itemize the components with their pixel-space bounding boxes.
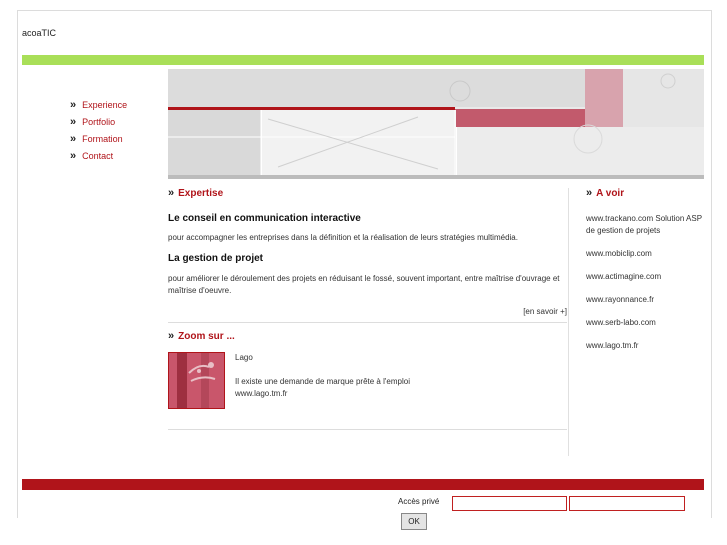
expertise-text-gestion: pour améliorer le déroulement des projets en réduisant le fossé, souvent important, entre maîtrise d'ouvrage et maîtrise d'oeuvre. bbox=[168, 274, 560, 295]
a-voir-title: » A voir bbox=[586, 187, 625, 199]
expertise-heading-conseil: Le conseil en communication interactive bbox=[168, 213, 361, 224]
raquo-icon: » bbox=[70, 115, 77, 128]
raquo-icon: » bbox=[70, 132, 77, 145]
a-voir-link-trackano[interactable]: www.trackano.com Solution ASP de gestion de projets bbox=[586, 214, 702, 235]
login-username-field[interactable] bbox=[452, 496, 567, 511]
en-savoir-plus-link[interactable]: [en savoir +] bbox=[523, 307, 567, 316]
section-divider bbox=[168, 429, 567, 430]
a-voir-sidebar bbox=[586, 187, 708, 352]
section-divider bbox=[168, 322, 567, 323]
nav-link-experience[interactable]: Experience bbox=[82, 99, 128, 110]
column-divider bbox=[568, 188, 569, 456]
acces-prive-label: Accès privé bbox=[398, 497, 440, 506]
header-banner-image bbox=[168, 69, 704, 179]
nav-item-experience[interactable] bbox=[70, 96, 127, 113]
expertise-text-conseil: pour accompagner les entreprises dans la définition et la réalisation de leurs stratégies multimédia. bbox=[168, 233, 518, 242]
a-voir-link-rayonnance[interactable]: www.rayonnance.fr bbox=[586, 295, 655, 304]
tree-icon bbox=[169, 353, 224, 408]
raquo-icon: » bbox=[168, 187, 175, 199]
raquo-icon: » bbox=[70, 149, 77, 162]
zoom-description: Il existe une demande de marque prête à l'emploi bbox=[235, 377, 410, 386]
expertise-heading-gestion: La gestion de projet bbox=[168, 253, 264, 264]
raquo-icon: » bbox=[586, 187, 593, 199]
a-voir-link-serb-labo[interactable]: www.serb-labo.com bbox=[586, 318, 656, 327]
zoom-block bbox=[168, 352, 567, 409]
main-content bbox=[168, 187, 567, 430]
nav-link-formation[interactable]: Formation bbox=[82, 133, 123, 144]
nav-item-portfolio[interactable] bbox=[70, 113, 127, 130]
expertise-title: » Expertise bbox=[168, 187, 224, 199]
footer-red-bar bbox=[22, 479, 704, 490]
site-brand: acoaTIC bbox=[22, 28, 57, 38]
nav-link-contact[interactable]: Contact bbox=[82, 150, 114, 161]
main-nav bbox=[70, 96, 127, 164]
login-password-field[interactable] bbox=[569, 496, 685, 511]
zoom-title: » Zoom sur ... bbox=[168, 330, 235, 342]
nav-item-formation[interactable] bbox=[70, 130, 127, 147]
a-voir-link-actimagine[interactable]: www.actimagine.com bbox=[586, 272, 662, 281]
lago-thumbnail[interactable] bbox=[168, 352, 225, 409]
zoom-text bbox=[235, 352, 410, 409]
ok-button[interactable]: OK bbox=[401, 513, 427, 530]
nav-item-contact[interactable] bbox=[70, 147, 127, 164]
zoom-name: Lago bbox=[235, 353, 253, 362]
zoom-link[interactable]: www.lago.tm.fr bbox=[235, 389, 288, 398]
top-green-bar bbox=[22, 55, 704, 65]
a-voir-link-lago[interactable]: www.lago.tm.fr bbox=[586, 341, 639, 350]
banner-decor-lines bbox=[168, 69, 704, 179]
raquo-icon: » bbox=[168, 330, 175, 342]
raquo-icon: » bbox=[70, 98, 77, 111]
nav-link-portfolio[interactable]: Portfolio bbox=[82, 116, 116, 127]
a-voir-link-mobiclip[interactable]: www.mobiclip.com bbox=[586, 249, 652, 258]
